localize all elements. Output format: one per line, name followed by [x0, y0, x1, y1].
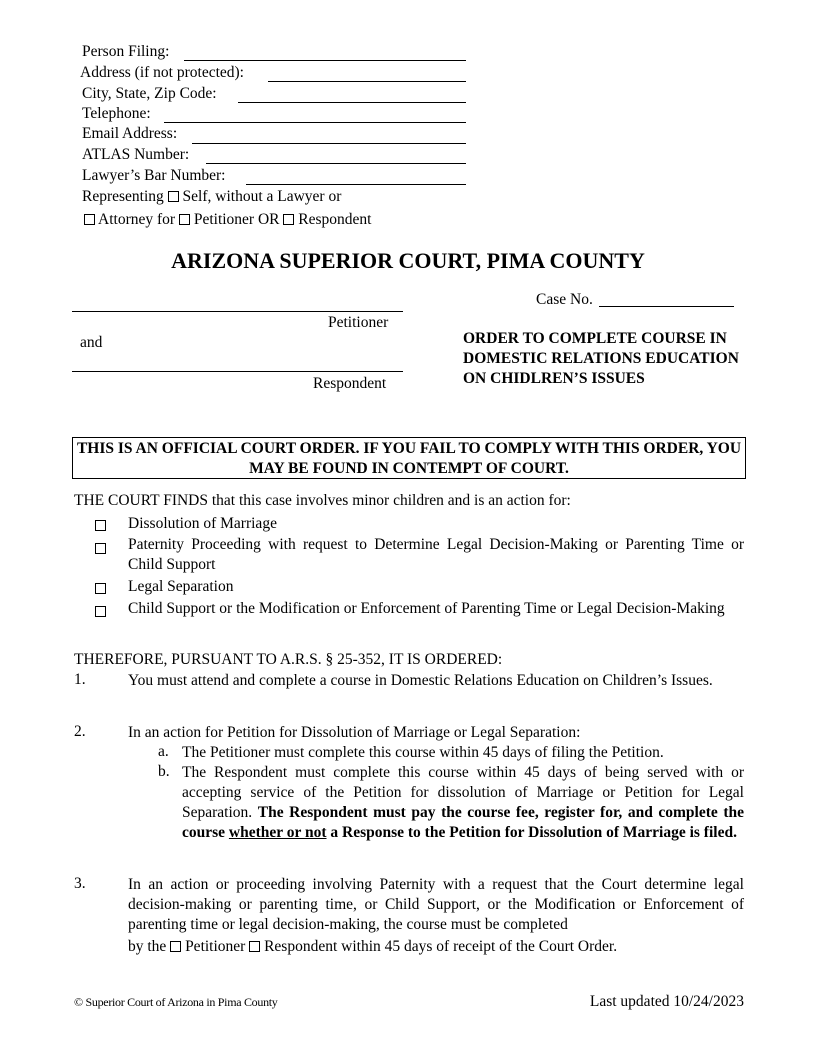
order-3-text: In an action or proceeding involving Paternity with a request that the Court determine legal decision-making or parenting time, or Child Support, or the Modification or Enforcement of parenting time or legal decision-making, the course must be completed: [128, 876, 744, 933]
respondent-name-line[interactable]: [72, 371, 403, 372]
city-state-zip-label: City, State, Zip Code:: [82, 85, 217, 102]
order-1-text: You must attend and complete a course in Domestic Relations Education on Children’s Issues.: [128, 672, 713, 689]
petitioner-checkbox[interactable]: [179, 214, 190, 225]
person-filing-label: Person Filing:: [82, 43, 170, 60]
representing-label: Representing: [82, 188, 164, 205]
order-2b-label: b.: [158, 763, 170, 780]
respondent-caption: Respondent: [313, 375, 387, 392]
self-label: Self, without a Lawyer or: [182, 188, 342, 205]
atlas-label: ATLAS Number:: [82, 146, 190, 163]
order-3-respondent-label: Respondent within 45 days of receipt of the Court Order.: [264, 938, 618, 955]
representing-row: [82, 188, 341, 206]
respondent-checkbox[interactable]: [283, 214, 294, 225]
footer-last-updated: Last updated 10/24/2023: [589, 993, 744, 1010]
attorney-for-label: Attorney for: [98, 211, 176, 228]
respondent-label: Respondent: [298, 211, 372, 228]
order-3-number: 3.: [74, 875, 86, 892]
order-3-petitioner-checkbox[interactable]: [170, 941, 181, 952]
order-2a-text: The Petitioner must complete this course within 45 days of filing the Petition.: [182, 744, 664, 761]
order-2b-text: [182, 763, 744, 843]
case-no-field[interactable]: [599, 306, 734, 307]
petitioner-or-label: Petitioner OR: [193, 211, 280, 228]
option-paternity-checkbox[interactable]: [95, 540, 106, 558]
address-label: Address (if not protected):: [80, 64, 244, 81]
order-2a-label: a.: [158, 743, 169, 760]
order-2b-underlined: whether or not: [228, 824, 327, 841]
order-title: ORDER TO COMPLETE COURSE IN DOMESTIC RELATIONS EDUCATION ON CHIDLREN’S ISSUES: [463, 330, 739, 387]
order-3-party-row: [128, 938, 617, 956]
footer-copyright: © Superior Court of Arizona in Pima County: [74, 995, 278, 1009]
option-child-support-checkbox[interactable]: [95, 603, 106, 621]
email-label: Email Address:: [82, 125, 178, 142]
warning-box: THIS IS AN OFFICIAL COURT ORDER. IF YOU FAIL TO COMPLY WITH THIS ORDER, YOU MAY BE FOUND IN CONTEMPT OF COURT.: [72, 437, 746, 479]
email-field[interactable]: [192, 143, 466, 144]
order-3-respondent-checkbox[interactable]: [249, 941, 260, 952]
case-no-label: Case No.: [536, 291, 593, 308]
city-state-zip-field[interactable]: [238, 102, 466, 103]
option-separation-label: Legal Separation: [128, 578, 234, 595]
telephone-field[interactable]: [164, 122, 466, 123]
telephone-label: Telephone:: [82, 105, 151, 122]
address-field[interactable]: [268, 81, 466, 82]
petitioner-caption: Petitioner: [328, 314, 389, 331]
self-checkbox[interactable]: [168, 191, 179, 202]
attorney-checkbox[interactable]: [84, 214, 95, 225]
order-1-number: 1.: [74, 671, 86, 688]
orders-intro: THEREFORE, PURSUANT TO A.R.S. § 25-352, IT IS ORDERED:: [74, 651, 503, 668]
order-2b-bold-2: a Response to the Petition for Dissolution of Marriage is filed.: [330, 824, 737, 841]
option-child-support-label: Child Support or the Modification or Enforcement of Parenting Time or Legal Decision-Making: [128, 600, 725, 617]
order-2-number: 2.: [74, 723, 86, 740]
petitioner-name-line[interactable]: [72, 311, 403, 312]
option-dissolution-checkbox[interactable]: [95, 517, 106, 535]
order-3-by-the: by the: [128, 938, 167, 955]
option-dissolution-label: Dissolution of Marriage: [128, 515, 277, 532]
option-separation-checkbox[interactable]: [95, 580, 106, 598]
atlas-field[interactable]: [206, 163, 466, 164]
and-caption: and: [80, 334, 103, 351]
option-paternity-label: Paternity Proceeding with request to Determine Legal Decision-Making or Parenting Time or Child Support: [128, 536, 744, 573]
order-2b-bold-1: The Respondent must pay the course fee, register for, and complete the course: [182, 804, 745, 841]
bar-number-field[interactable]: [246, 184, 466, 185]
order-2b-plain: The Respondent must complete this course within 45 days of being served with or accepting service of the Petition for dissolution of Marriage or Petition for Legal Separation.: [182, 764, 744, 821]
bar-number-label: Lawyer’s Bar Number:: [82, 167, 226, 184]
person-filing-field[interactable]: [184, 60, 466, 61]
findings-intro: THE COURT FINDS that this case involves minor children and is an action for:: [74, 492, 571, 509]
order-3-petitioner-label: Petitioner: [185, 938, 246, 955]
court-title: ARIZONA SUPERIOR COURT, PIMA COUNTY: [171, 248, 645, 273]
order-2-text: In an action for Petition for Dissolution of Marriage or Legal Separation:: [128, 724, 581, 741]
attorney-row: [84, 211, 371, 229]
